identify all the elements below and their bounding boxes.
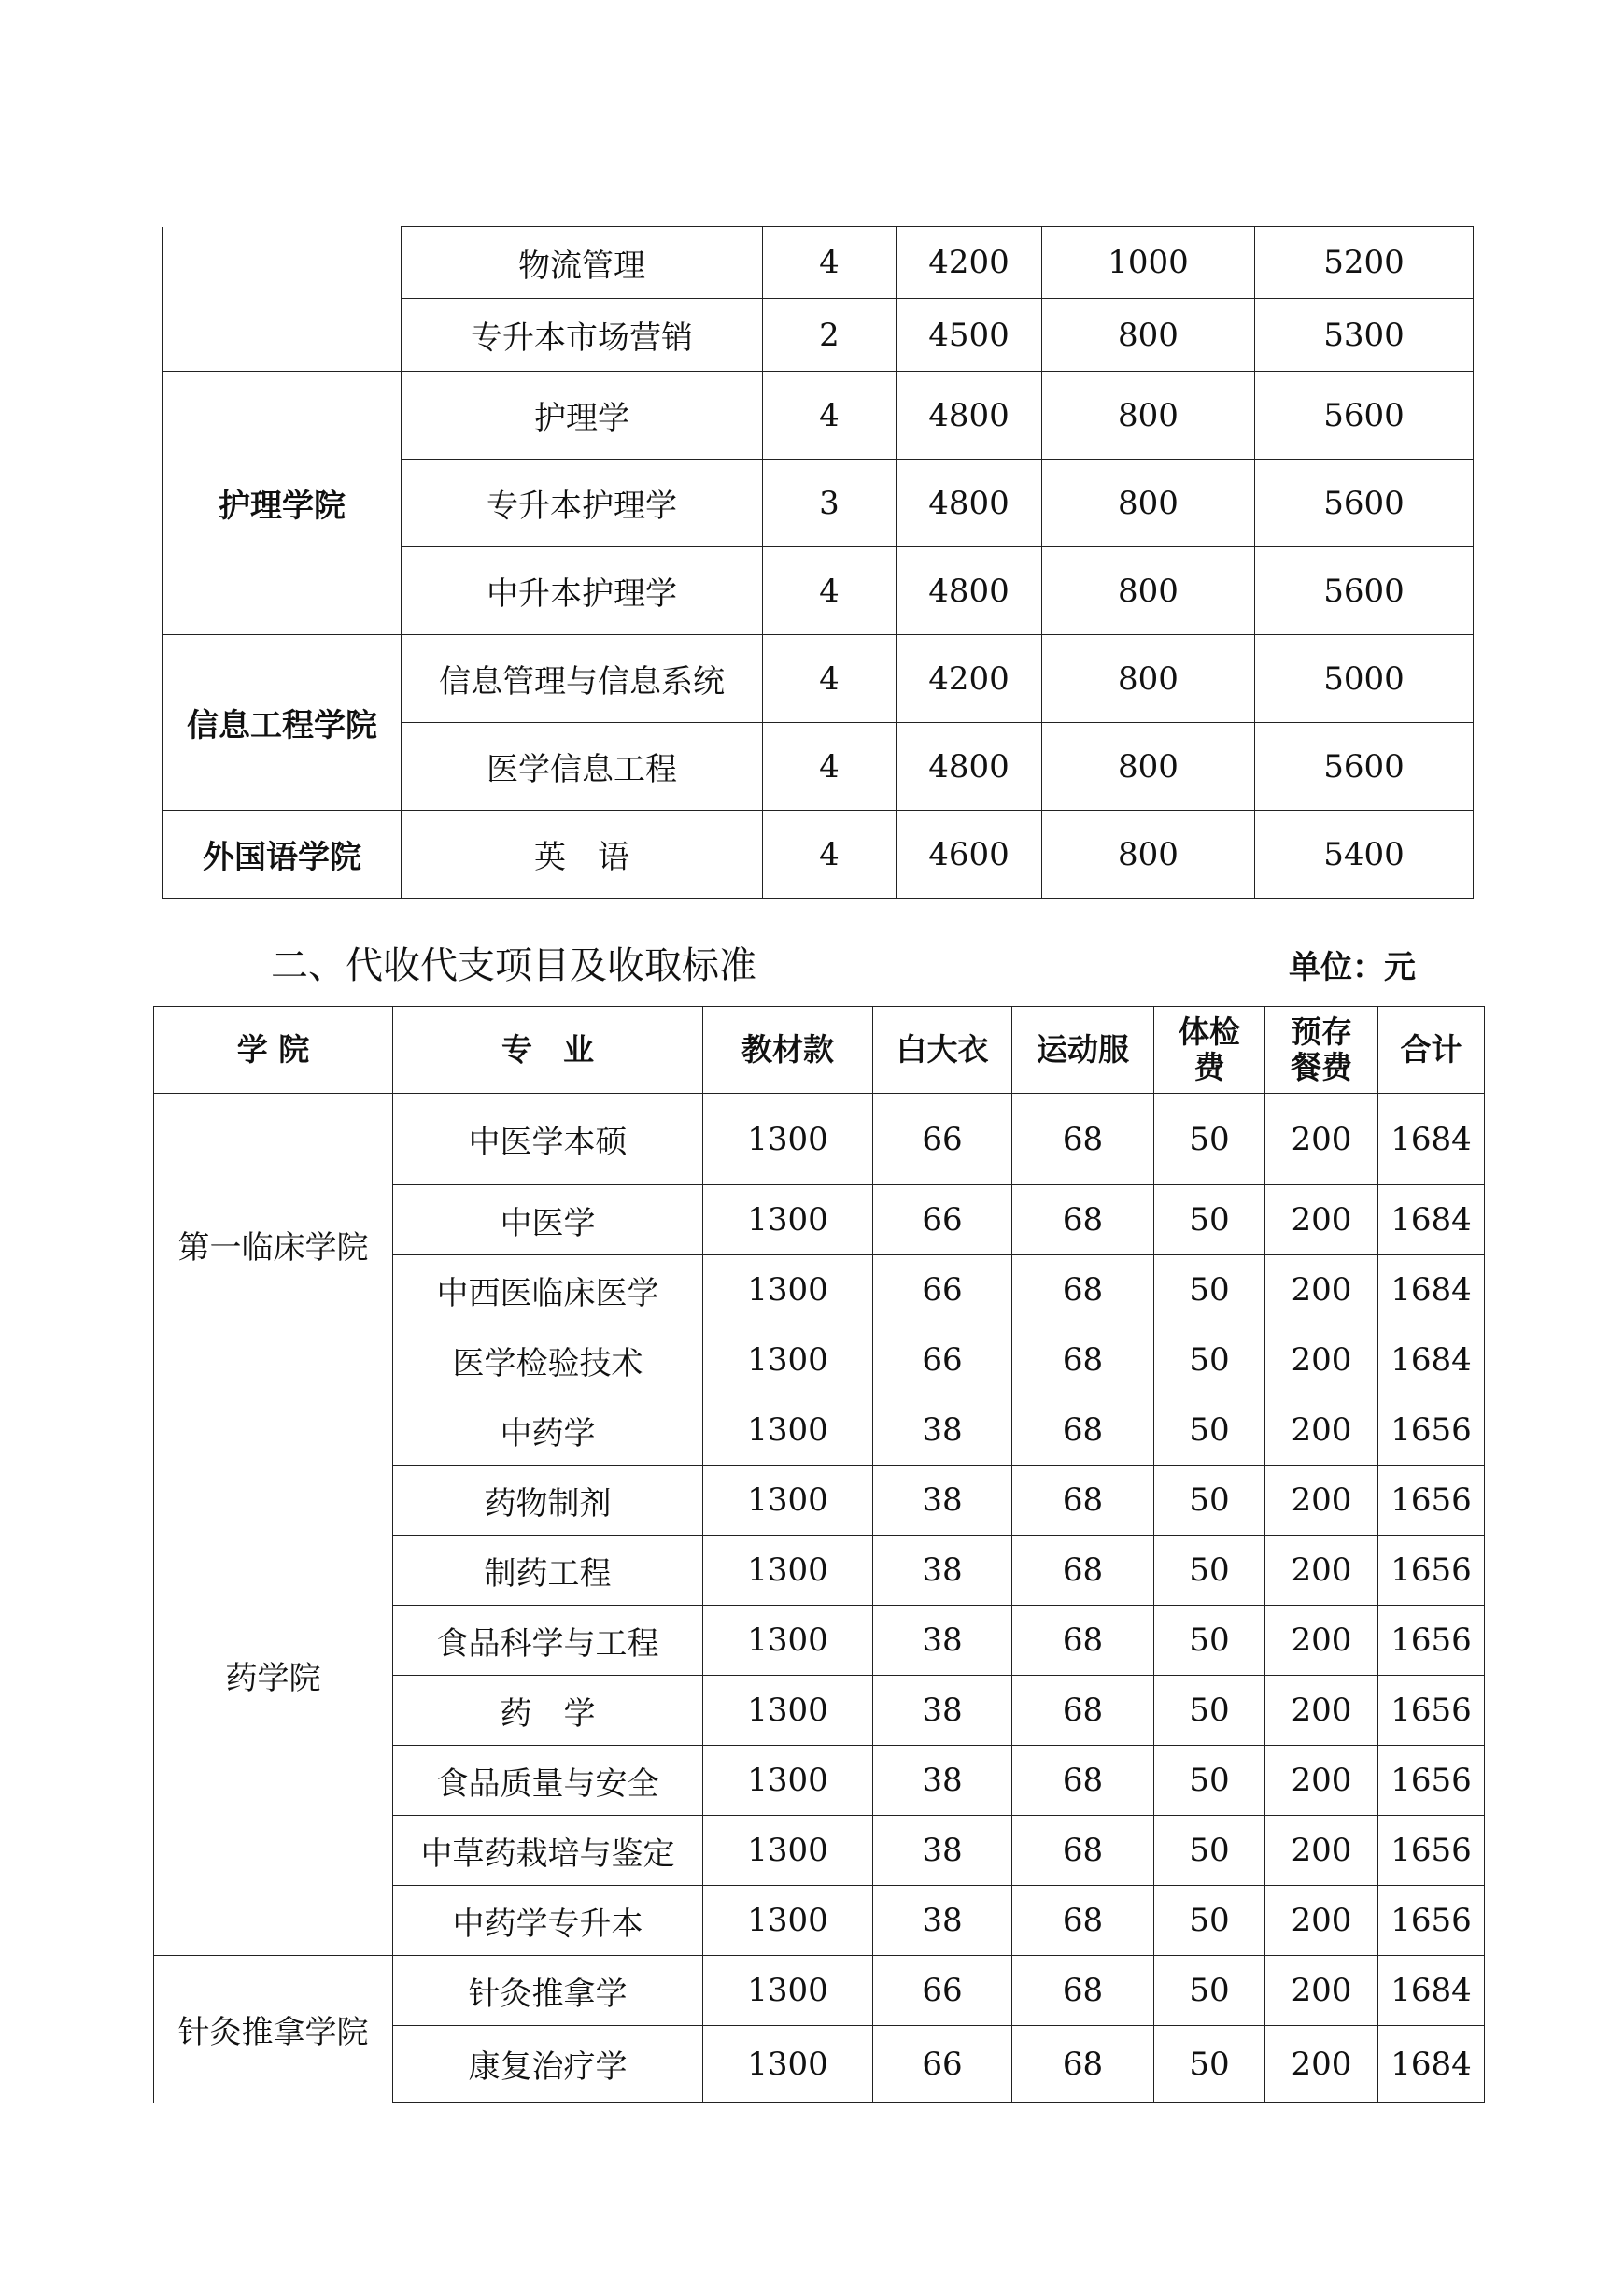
sportswear-cell: 68 xyxy=(1012,1676,1154,1746)
major-cell: 物流管理 xyxy=(402,227,763,299)
major-cell: 专升本市场营销 xyxy=(402,299,763,372)
meal-cell: 200 xyxy=(1265,1466,1378,1536)
checkup-cell: 50 xyxy=(1154,1886,1265,1956)
major-cell: 康复治疗学 xyxy=(393,2026,703,2103)
meal-cell: 200 xyxy=(1265,1746,1378,1816)
college-cell: 护理学院 xyxy=(163,372,402,635)
total-cell: 1684 xyxy=(1378,1956,1485,2026)
major-cell: 食品科学与工程 xyxy=(393,1606,703,1676)
header-meal-line1: 预存 xyxy=(1291,1013,1352,1050)
textbook-cell: 1300 xyxy=(703,1746,873,1816)
table-row xyxy=(163,811,1474,899)
major-cell: 专升本护理学 xyxy=(402,460,763,547)
major-cell: 护理学 xyxy=(402,372,763,460)
header-total: 合计 xyxy=(1378,1007,1485,1094)
labcoat-cell: 38 xyxy=(873,1606,1012,1676)
total-cell: 5000 xyxy=(1255,635,1474,723)
total-cell: 1656 xyxy=(1378,1466,1485,1536)
total-cell: 5600 xyxy=(1255,372,1474,460)
checkup-cell: 50 xyxy=(1154,1816,1265,1886)
college-cell: 外国语学院 xyxy=(163,811,402,899)
textbook-cell: 1300 xyxy=(703,1094,873,1185)
college-cell: 第一临床学院 xyxy=(154,1094,393,1395)
total-cell: 5600 xyxy=(1255,460,1474,547)
meal-cell: 200 xyxy=(1265,1956,1378,2026)
meal-cell: 200 xyxy=(1265,1094,1378,1185)
checkup-cell: 50 xyxy=(1154,1676,1265,1746)
accommodation-cell: 800 xyxy=(1042,547,1255,635)
section-heading: 二、代收代支项目及收取标准 xyxy=(271,944,756,987)
major-cell: 药 学 xyxy=(393,1676,703,1746)
checkup-cell: 50 xyxy=(1154,1536,1265,1606)
major-cell: 医学检验技术 xyxy=(393,1325,703,1395)
sportswear-cell: 68 xyxy=(1012,1466,1154,1536)
checkup-cell: 50 xyxy=(1154,1185,1265,1255)
meal-cell: 200 xyxy=(1265,1606,1378,1676)
table-row xyxy=(154,1094,1485,1185)
textbook-cell: 1300 xyxy=(703,1255,873,1325)
tuition-cell: 4600 xyxy=(897,811,1042,899)
checkup-cell: 50 xyxy=(1154,1466,1265,1536)
years-cell: 3 xyxy=(763,460,897,547)
textbook-cell: 1300 xyxy=(703,1676,873,1746)
major-cell: 中升本护理学 xyxy=(402,547,763,635)
textbook-cell: 1300 xyxy=(703,1606,873,1676)
sportswear-cell: 68 xyxy=(1012,1606,1154,1676)
table-row xyxy=(154,1956,1485,2026)
header-checkup xyxy=(1154,1007,1265,1094)
total-cell: 1684 xyxy=(1378,2026,1485,2103)
header-college: 学 院 xyxy=(154,1007,393,1094)
textbook-cell: 1300 xyxy=(703,1536,873,1606)
tuition-cell: 4200 xyxy=(897,227,1042,299)
total-cell: 1684 xyxy=(1378,1185,1485,1255)
labcoat-cell: 38 xyxy=(873,1466,1012,1536)
meal-cell: 200 xyxy=(1265,1816,1378,1886)
total-cell: 5600 xyxy=(1255,723,1474,811)
sportswear-cell: 68 xyxy=(1012,1886,1154,1956)
years-cell: 4 xyxy=(763,811,897,899)
years-cell: 4 xyxy=(763,372,897,460)
labcoat-cell: 38 xyxy=(873,1395,1012,1466)
checkup-cell: 50 xyxy=(1154,1255,1265,1325)
accommodation-cell: 800 xyxy=(1042,635,1255,723)
years-cell: 2 xyxy=(763,299,897,372)
college-cell: 针灸推拿学院 xyxy=(154,1956,393,2103)
header-labcoat: 白大衣 xyxy=(873,1007,1012,1094)
header-sportswear: 运动服 xyxy=(1012,1007,1154,1094)
major-cell: 中医学本硕 xyxy=(393,1094,703,1185)
total-cell: 1656 xyxy=(1378,1395,1485,1466)
sportswear-cell: 68 xyxy=(1012,1255,1154,1325)
college-cell: 药学院 xyxy=(154,1395,393,1956)
checkup-cell: 50 xyxy=(1154,1606,1265,1676)
table-body xyxy=(154,1094,1485,2103)
total-cell: 1656 xyxy=(1378,1676,1485,1746)
college-cell xyxy=(163,227,402,372)
accommodation-cell: 800 xyxy=(1042,723,1255,811)
textbook-cell: 1300 xyxy=(703,1466,873,1536)
tuition-cell: 4800 xyxy=(897,723,1042,811)
accommodation-cell: 800 xyxy=(1042,372,1255,460)
labcoat-cell: 38 xyxy=(873,1886,1012,1956)
total-cell: 1684 xyxy=(1378,1094,1485,1185)
meal-cell: 200 xyxy=(1265,2026,1378,2103)
textbook-cell: 1300 xyxy=(703,1185,873,1255)
major-cell: 中药学专升本 xyxy=(393,1886,703,1956)
labcoat-cell: 38 xyxy=(873,1536,1012,1606)
total-cell: 1684 xyxy=(1378,1255,1485,1325)
total-cell: 5200 xyxy=(1255,227,1474,299)
checkup-cell: 50 xyxy=(1154,1746,1265,1816)
tuition-cell: 4800 xyxy=(897,372,1042,460)
header-major: 专 业 xyxy=(393,1007,703,1094)
tuition-cell: 4800 xyxy=(897,547,1042,635)
meal-cell: 200 xyxy=(1265,1325,1378,1395)
sportswear-cell: 68 xyxy=(1012,2026,1154,2103)
total-cell: 1656 xyxy=(1378,1746,1485,1816)
table-row xyxy=(163,372,1474,460)
major-cell: 中西医临床医学 xyxy=(393,1255,703,1325)
years-cell: 4 xyxy=(763,635,897,723)
major-cell: 中草药栽培与鉴定 xyxy=(393,1816,703,1886)
years-cell: 4 xyxy=(763,723,897,811)
total-cell: 5600 xyxy=(1255,547,1474,635)
labcoat-cell: 66 xyxy=(873,1956,1012,2026)
college-cell: 信息工程学院 xyxy=(163,635,402,811)
meal-cell: 200 xyxy=(1265,1676,1378,1746)
table-row xyxy=(154,1395,1485,1466)
years-cell: 4 xyxy=(763,227,897,299)
major-cell: 针灸推拿学 xyxy=(393,1956,703,2026)
total-cell: 1656 xyxy=(1378,1606,1485,1676)
accommodation-cell: 800 xyxy=(1042,299,1255,372)
textbook-cell: 1300 xyxy=(703,1395,873,1466)
tuition-cell: 4200 xyxy=(897,635,1042,723)
tuition-cell: 4800 xyxy=(897,460,1042,547)
sportswear-cell: 68 xyxy=(1012,1536,1154,1606)
accommodation-cell: 800 xyxy=(1042,811,1255,899)
meal-cell: 200 xyxy=(1265,1185,1378,1255)
years-cell: 4 xyxy=(763,547,897,635)
header-checkup-line2: 费 xyxy=(1193,1049,1225,1085)
labcoat-cell: 66 xyxy=(873,1185,1012,1255)
fee-table-continued xyxy=(162,226,1474,899)
textbook-cell: 1300 xyxy=(703,1325,873,1395)
labcoat-cell: 66 xyxy=(873,1325,1012,1395)
header-textbook: 教材款 xyxy=(703,1007,873,1094)
major-cell: 药物制剂 xyxy=(393,1466,703,1536)
total-cell: 1684 xyxy=(1378,1325,1485,1395)
sportswear-cell: 68 xyxy=(1012,1746,1154,1816)
checkup-cell: 50 xyxy=(1154,1325,1265,1395)
total-cell: 5400 xyxy=(1255,811,1474,899)
total-cell: 1656 xyxy=(1378,1536,1485,1606)
header-meal xyxy=(1265,1007,1378,1094)
header-row xyxy=(154,1007,1485,1094)
labcoat-cell: 66 xyxy=(873,1255,1012,1325)
checkup-cell: 50 xyxy=(1154,1395,1265,1466)
header-meal-line2: 餐费 xyxy=(1291,1049,1352,1085)
textbook-cell: 1300 xyxy=(703,1816,873,1886)
textbook-cell: 1300 xyxy=(703,2026,873,2103)
labcoat-cell: 66 xyxy=(873,2026,1012,2103)
meal-cell: 200 xyxy=(1265,1395,1378,1466)
major-cell: 中药学 xyxy=(393,1395,703,1466)
labcoat-cell: 66 xyxy=(873,1094,1012,1185)
sportswear-cell: 68 xyxy=(1012,1094,1154,1185)
tuition-cell: 4500 xyxy=(897,299,1042,372)
table-row xyxy=(163,635,1474,723)
major-cell: 医学信息工程 xyxy=(402,723,763,811)
sportswear-cell: 68 xyxy=(1012,1325,1154,1395)
labcoat-cell: 38 xyxy=(873,1816,1012,1886)
major-cell: 制药工程 xyxy=(393,1536,703,1606)
checkup-cell: 50 xyxy=(1154,2026,1265,2103)
labcoat-cell: 38 xyxy=(873,1746,1012,1816)
major-cell: 中医学 xyxy=(393,1185,703,1255)
major-cell: 英 语 xyxy=(402,811,763,899)
accommodation-cell: 800 xyxy=(1042,460,1255,547)
sportswear-cell: 68 xyxy=(1012,1816,1154,1886)
collection-fee-table xyxy=(153,1006,1485,2103)
sportswear-cell: 68 xyxy=(1012,1185,1154,1255)
checkup-cell: 50 xyxy=(1154,1094,1265,1185)
header-checkup-line1: 体检 xyxy=(1179,1013,1240,1050)
unit-label: 单位：元 xyxy=(1289,949,1416,986)
total-cell: 5300 xyxy=(1255,299,1474,372)
meal-cell: 200 xyxy=(1265,1536,1378,1606)
total-cell: 1656 xyxy=(1378,1886,1485,1956)
meal-cell: 200 xyxy=(1265,1886,1378,1956)
labcoat-cell: 38 xyxy=(873,1676,1012,1746)
accommodation-cell: 1000 xyxy=(1042,227,1255,299)
major-cell: 食品质量与安全 xyxy=(393,1746,703,1816)
checkup-cell: 50 xyxy=(1154,1956,1265,2026)
textbook-cell: 1300 xyxy=(703,1956,873,2026)
textbook-cell: 1300 xyxy=(703,1886,873,1956)
total-cell: 1656 xyxy=(1378,1816,1485,1886)
major-cell: 信息管理与信息系统 xyxy=(402,635,763,723)
table-row xyxy=(163,227,1474,299)
meal-cell: 200 xyxy=(1265,1255,1378,1325)
sportswear-cell: 68 xyxy=(1012,1395,1154,1466)
sportswear-cell: 68 xyxy=(1012,1956,1154,2026)
